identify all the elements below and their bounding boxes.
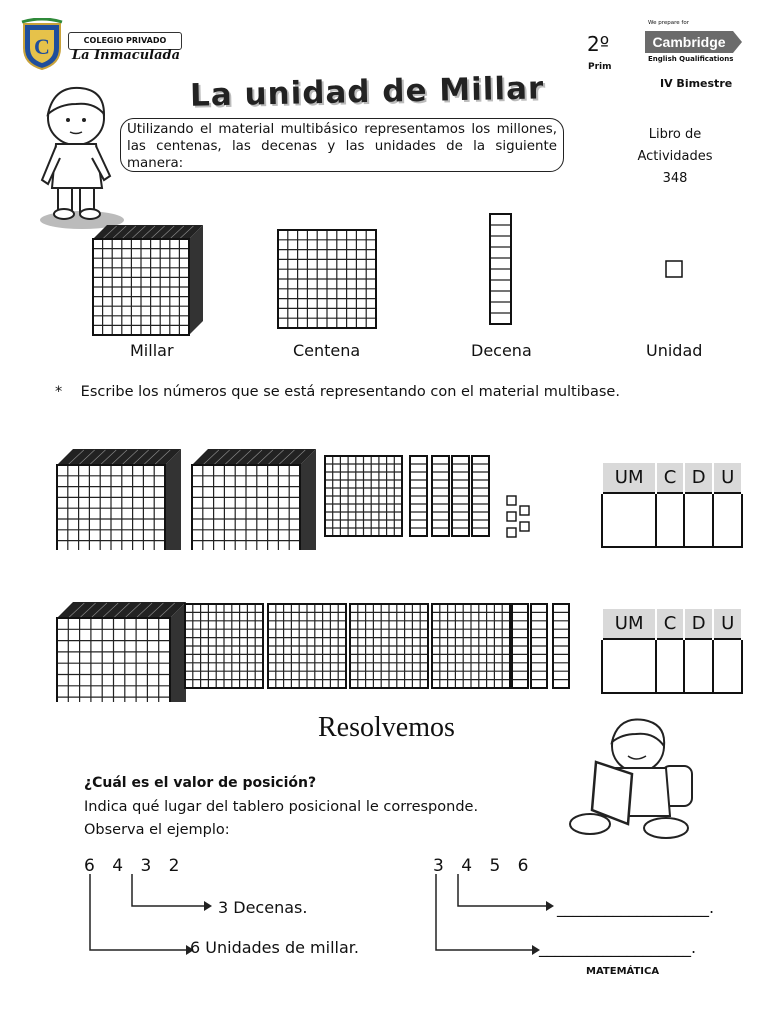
header-u: U <box>713 608 742 639</box>
centena-flat <box>278 230 376 328</box>
indication-text: Indica qué lugar del tablero posicional le corresponde. <box>84 799 479 815</box>
cambridge-logo-text: Cambridge <box>652 34 726 50</box>
answer-cell-u[interactable] <box>713 639 742 693</box>
book-reference <box>620 124 730 190</box>
place-value-board-1 <box>601 461 743 548</box>
answer-cell-um[interactable] <box>602 493 656 547</box>
decena-rod <box>490 214 511 324</box>
observe-text: Observa el ejemplo: <box>84 822 230 838</box>
header-um: UM <box>602 462 656 493</box>
row1-unit-1 <box>507 496 516 505</box>
row2-flat-2 <box>268 604 346 688</box>
book-line-3: 348 <box>662 171 688 186</box>
header-d: D <box>684 608 714 639</box>
svg-text:C: C <box>34 34 50 59</box>
school-label: COLEGIO PRIVADO <box>68 32 182 50</box>
answer-cell-u[interactable] <box>713 493 742 547</box>
row1-unit-4 <box>507 528 516 537</box>
intro-speech-bubble: Utilizando el material multibásico representamos los millones, las centenas, las decenas y las unidades de la siguiente manera: <box>120 118 564 172</box>
page-title: La unidad de Millar <box>189 70 545 114</box>
row1-rod-4 <box>472 456 489 536</box>
cambridge-qualifications: English Qualifications <box>648 55 734 63</box>
cambridge-logo <box>645 31 742 53</box>
row1-cube-2 <box>192 449 316 550</box>
row2-rod-2 <box>531 604 547 688</box>
row1-unit-5 <box>520 522 529 531</box>
answer-cell-um[interactable] <box>602 639 656 693</box>
millar-cube <box>93 225 203 335</box>
base-ten-materials <box>0 200 768 340</box>
cambridge-tagline: We prepare for <box>648 20 689 26</box>
book-line-2: Actividades <box>637 149 713 164</box>
label-centena: Centena <box>293 341 361 360</box>
grade-label: 2º <box>587 32 610 56</box>
instruction-text: * Escribe los números que se está representando con el material multibase. <box>55 384 620 400</box>
answer-cell-c[interactable] <box>656 639 684 693</box>
level-label: Prim <box>588 62 612 72</box>
unidad-cube <box>666 261 682 277</box>
row2-flat-3 <box>350 604 428 688</box>
row1-rod-3 <box>452 456 469 536</box>
school-crest-logo <box>20 18 64 70</box>
row2-rod-3 <box>553 604 569 688</box>
row2-flat-4 <box>432 604 510 688</box>
label-unidad: Unidad <box>646 341 703 360</box>
header-c: C <box>656 608 684 639</box>
row1-rod-2 <box>432 456 449 536</box>
row1-flat <box>325 456 402 536</box>
term-label: IV Bimestre <box>660 77 733 90</box>
answer-cell-c[interactable] <box>656 493 684 547</box>
row1-unit-2 <box>507 512 516 521</box>
answer-cell-d[interactable] <box>684 639 714 693</box>
label-millar: Millar <box>130 341 174 360</box>
exercise-1-materials <box>0 440 600 550</box>
example-answer-thousands: 6 Unidades de millar. <box>190 938 359 957</box>
exercise-blank-2[interactable]: ___________________. <box>539 938 697 957</box>
row1-cube-1 <box>57 449 181 550</box>
row2-rod-1 <box>512 604 528 688</box>
exercise-number: 3 4 5 6 <box>433 856 535 876</box>
row2-flat-1 <box>185 604 263 688</box>
header-u: U <box>713 462 742 493</box>
label-decena: Decena <box>471 341 532 360</box>
question-title: ¿Cuál es el valor de posición? <box>84 775 317 791</box>
exercise-2-materials <box>0 590 600 702</box>
reading-boy-illustration <box>566 712 702 844</box>
row1-unit-3 <box>520 506 529 515</box>
answer-cell-d[interactable] <box>684 493 714 547</box>
school-name: La Inmaculada <box>72 48 181 63</box>
footer-subject: MATEMÁTICA <box>586 966 660 977</box>
header-um: UM <box>602 608 656 639</box>
example-answer-tens: 3 Decenas. <box>218 898 308 917</box>
book-line-1: Libro de <box>648 127 702 142</box>
exercise-blank-1[interactable]: ___________________. <box>557 898 715 917</box>
section-heading-resolvemos: Resolvemos <box>318 712 455 743</box>
header-d: D <box>684 462 714 493</box>
header-c: C <box>656 462 684 493</box>
row2-cube <box>57 602 186 702</box>
row1-rod-1 <box>410 456 427 536</box>
place-value-board-2 <box>601 607 743 694</box>
example-number: 6 4 3 2 <box>84 856 186 876</box>
